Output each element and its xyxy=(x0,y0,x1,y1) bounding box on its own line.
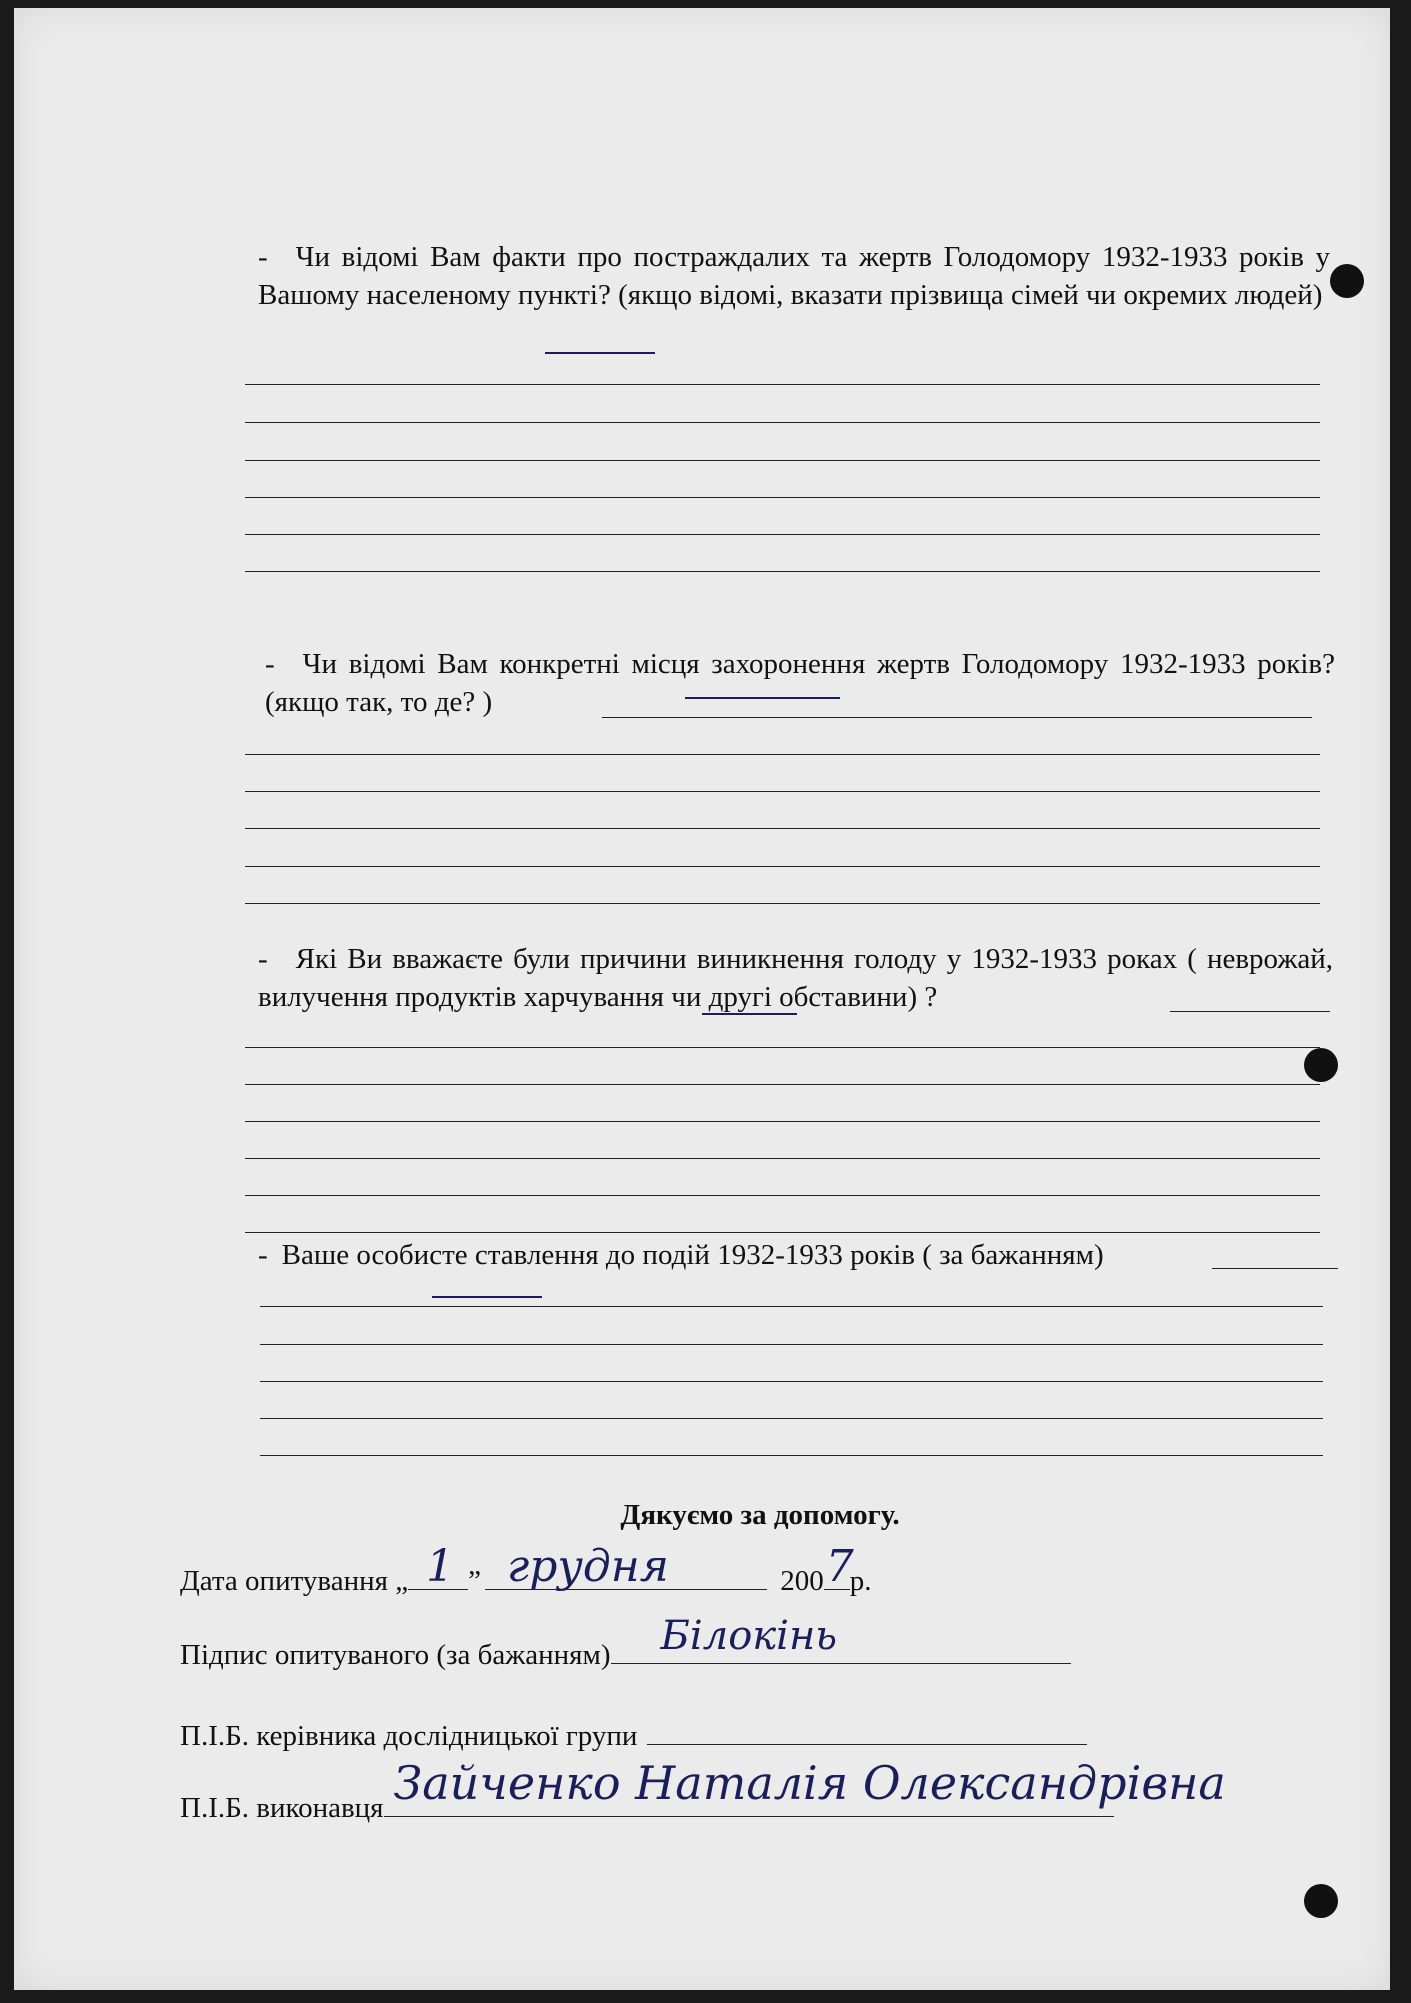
leader-label: П.І.Б. керівника дослідницької групи xyxy=(180,1720,638,1752)
leader-input[interactable] xyxy=(647,1722,1087,1745)
answer-line-1-5[interactable] xyxy=(245,534,1320,535)
question-2 xyxy=(265,645,1335,721)
signature-input[interactable] xyxy=(611,1613,1071,1664)
answer-line-2-5[interactable] xyxy=(245,903,1320,904)
answer-line-2-4[interactable] xyxy=(245,866,1320,867)
performer-value: Зайченко Наталія Олександрівна xyxy=(393,1756,1226,1810)
question-4 xyxy=(258,1236,1333,1274)
answer-line-3-2[interactable] xyxy=(245,1084,1320,1085)
answer-line-3-1[interactable] xyxy=(245,1047,1320,1048)
date-year-input[interactable] xyxy=(824,1541,854,1592)
answer-line-4-0[interactable] xyxy=(1212,1268,1338,1269)
signature-field xyxy=(180,1613,1071,1672)
dash-marker: - xyxy=(258,241,268,273)
thanks-heading: Дякуємо за допомогу. xyxy=(620,1499,900,1531)
leader-field xyxy=(180,1720,1087,1753)
question-3 xyxy=(258,940,1333,1016)
dash-mark-3 xyxy=(702,1013,797,1015)
answer-line-2-2[interactable] xyxy=(245,791,1320,792)
date-year-suffix: р. xyxy=(849,1565,872,1597)
answer-line-3-4[interactable] xyxy=(245,1158,1320,1159)
answer-line-4-1[interactable] xyxy=(260,1306,1323,1307)
answer-line-3-6[interactable] xyxy=(245,1232,1320,1233)
dash-marker: - xyxy=(265,648,275,680)
dash-mark-4 xyxy=(432,1296,542,1298)
answer-line-4-3[interactable] xyxy=(260,1381,1323,1382)
date-label: Дата опитування xyxy=(180,1565,388,1597)
date-field xyxy=(180,1541,872,1598)
punch-hole-middle xyxy=(1304,1048,1338,1082)
performer-label: П.І.Б. виконавця xyxy=(180,1792,384,1824)
answer-line-4-5[interactable] xyxy=(260,1455,1323,1456)
answer-line-1-4[interactable] xyxy=(245,497,1320,498)
date-year-prefix: 200 xyxy=(780,1565,824,1597)
answer-line-1-1[interactable] xyxy=(245,384,1320,385)
dash-marker: - xyxy=(258,1239,268,1271)
date-close-quote: ” xyxy=(468,1565,481,1597)
date-day-input[interactable] xyxy=(408,1541,468,1592)
date-day-value: 1 xyxy=(426,1541,455,1592)
answer-line-1-3[interactable] xyxy=(245,460,1320,461)
date-year-digit: 7 xyxy=(825,1541,854,1592)
punch-hole-top xyxy=(1330,264,1364,298)
answer-line-1-2[interactable] xyxy=(245,422,1320,423)
signature-label: Підпис опитуваного (за бажанням) xyxy=(180,1639,611,1671)
signature-value: Білокінь xyxy=(660,1613,838,1659)
question-1-text: Чи відомі Вам факти про постраждалих та жертв Голодомору 1932-1933 років у Вашому населеному пункті? (якщо відомі, вказати прізвища сімей чи окремих людей) xyxy=(258,241,1330,311)
dash-mark-2 xyxy=(685,697,840,699)
answer-line-2-0[interactable] xyxy=(602,717,1312,718)
dash-mark-1 xyxy=(545,352,655,354)
question-1 xyxy=(258,238,1330,314)
dash-marker: - xyxy=(258,943,268,975)
date-month-value: грудня xyxy=(506,1541,669,1592)
answer-line-4-2[interactable] xyxy=(260,1344,1323,1345)
question-2-text: Чи відомі Вам конкретні місця захоронення жертв Голодомору 1932-1933 років? (якщо так, то де? ) xyxy=(265,648,1335,718)
answer-line-2-3[interactable] xyxy=(245,828,1320,829)
date-open-quote: „ xyxy=(395,1565,409,1597)
answer-line-3-0[interactable] xyxy=(1170,1011,1330,1012)
answer-line-4-4[interactable] xyxy=(260,1418,1323,1419)
punch-hole-bottom xyxy=(1304,1884,1338,1918)
answer-line-3-3[interactable] xyxy=(245,1121,1320,1122)
question-4-text: Ваше особисте ставлення до подій 1932-1933 років ( за бажанням) xyxy=(281,1239,1104,1271)
date-month-input[interactable] xyxy=(485,1541,767,1592)
performer-input[interactable] xyxy=(384,1756,1226,1817)
performer-field xyxy=(180,1756,1226,1825)
answer-line-2-1[interactable] xyxy=(245,754,1320,755)
question-3-text: Які Ви вважаєте були причини виникнення голоду у 1932-1933 роках ( неврожай, вилучення продуктів харчування чи другі обставини) ? xyxy=(258,943,1333,1013)
answer-line-3-5[interactable] xyxy=(245,1195,1320,1196)
answer-line-1-6[interactable] xyxy=(245,571,1320,572)
